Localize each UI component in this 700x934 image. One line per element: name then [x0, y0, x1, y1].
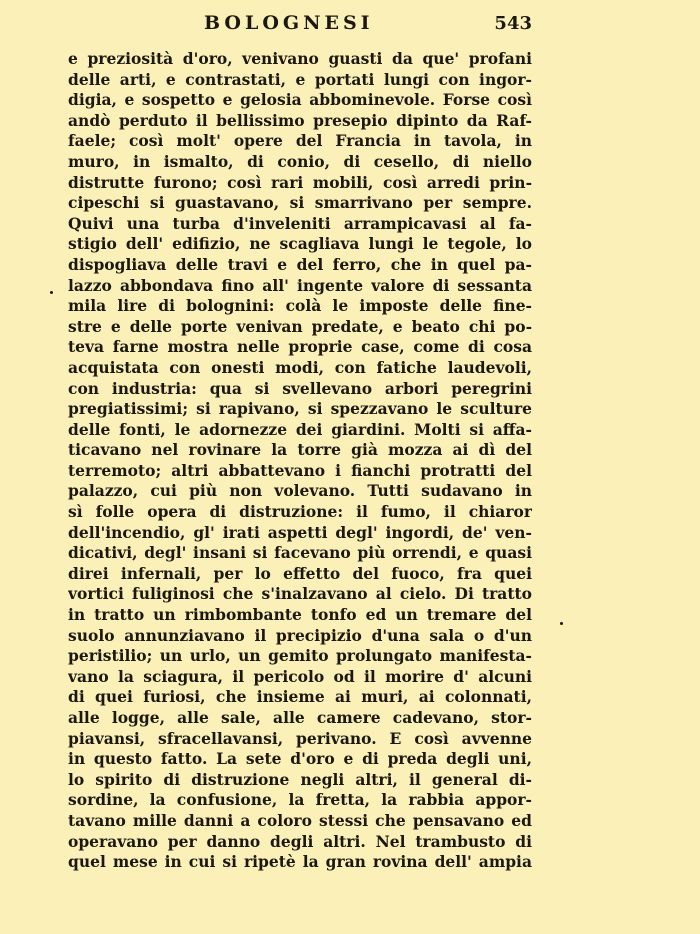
text-line: quel mese in cui si ripetè la gran rovina dell' ampia — [68, 852, 532, 872]
text-line: in tratto un rimbombante tonfo ed un tremare del — [68, 605, 532, 625]
text-line: lazzo abbondava fino all' ingente valore di sessanta — [68, 275, 532, 295]
text-line: operavano per danno degli altri. Nel trambusto di — [68, 831, 532, 851]
text-line: suolo annunziavano il precipizio d'una sala o d'un — [68, 625, 532, 645]
text-line: e preziosità d'oro, venivano guasti da que' profani — [68, 49, 532, 68]
text-line: in questo fatto. La sete d'oro e di preda degli uni, — [68, 749, 532, 769]
text-line: muro, in ismalto, di conio, di cesello, di niello — [68, 151, 532, 171]
text-line: di quei furiosi, che insieme ai muri, ai colonnati, — [68, 687, 532, 707]
text-line: lo spirito di distruzione negli altri, il general di- — [68, 769, 532, 789]
text-line: delle fonti, le adornezze dei giardini. Molti si affa- — [68, 419, 532, 439]
text-line: pregiatissimi; si rapivano, si spezzavano le sculture — [68, 399, 532, 419]
text-line: dicativi, degl' insani si facevano più orrendi, e quasi — [68, 543, 532, 563]
text-line: con industria: qua si svellevano arbori peregrini — [68, 378, 532, 398]
text-line: alle logge, alle sale, alle camere cadevano, stor- — [68, 708, 532, 727]
running-title: BOLOGNESI — [204, 12, 374, 34]
text-line: dispogliava delle travi e del ferro, che in quel pa- — [68, 254, 532, 274]
text-line: delle arti, e contrastati, e portati lungi con ingor- — [68, 69, 532, 89]
text-line: stigio dell' edifizio, ne scagliava lungi le tegole, lo — [68, 234, 532, 254]
text-line: teva farne mostra nelle proprie case, come di cosa — [68, 337, 532, 357]
body-text — [68, 49, 532, 873]
text-line: vano la sciagura, il pericolo od il morire d' alcuni — [68, 666, 532, 686]
page-number: 543 — [494, 13, 532, 34]
text-line: acquistata con onesti modi, con fatiche laudevoli, — [68, 357, 532, 377]
margin-dot-mark — [560, 622, 563, 625]
text-line: sordine, la confusione, la fretta, la rabbia appor- — [68, 790, 532, 810]
text-line: tavano mille danni a coloro stessi che pensavano ed — [68, 810, 532, 830]
text-line: piavansi, sfracellavansi, perivano. E così avvenne — [68, 728, 532, 748]
text-line: faele; così molt' opere del Francia in tavola, in — [68, 131, 532, 151]
text-line: vortici fuliginosi che s'inalzavano al cielo. Di tratto — [68, 584, 532, 604]
text-line: distrutte furono; così rari mobili, così arredi prin- — [68, 172, 532, 192]
text-line: stre e delle porte venivan predate, e beato chi po- — [68, 316, 532, 336]
text-line: digia, e sospetto e gelosia abbominevole. Forse così — [68, 90, 532, 110]
text-line: dell'incendio, gl' irati aspetti degl' ingordi, de' ven- — [68, 522, 532, 542]
text-line: terremoto; altri abbattevano i fianchi protratti del — [68, 460, 532, 480]
text-line: mila lire di bolognini: colà le imposte delle fine- — [68, 296, 532, 316]
margin-dot-mark — [50, 291, 53, 294]
text-line: cipeschi si guastavano, si smarrivano per sempre. — [68, 193, 532, 213]
text-line: sì folle opera di distruzione: il fumo, il chiaror — [68, 502, 532, 522]
text-line: palazzo, cui più non volevano. Tutti sudavano in — [68, 481, 532, 501]
text-line: andò perduto il bellissimo presepio dipinto da Raf- — [68, 110, 532, 130]
text-line: direi infernali, per lo effetto del fuoco, fra quei — [68, 563, 532, 583]
text-line: ticavano nel rovinare la torre già mozza ai dì del — [68, 440, 532, 460]
running-head — [68, 12, 532, 42]
text-line: Quivi una turba d'inveleniti arrampicavasi al fa- — [68, 213, 532, 233]
text-line: peristilio; un urlo, un gemito prolungato manifesta- — [68, 646, 532, 666]
